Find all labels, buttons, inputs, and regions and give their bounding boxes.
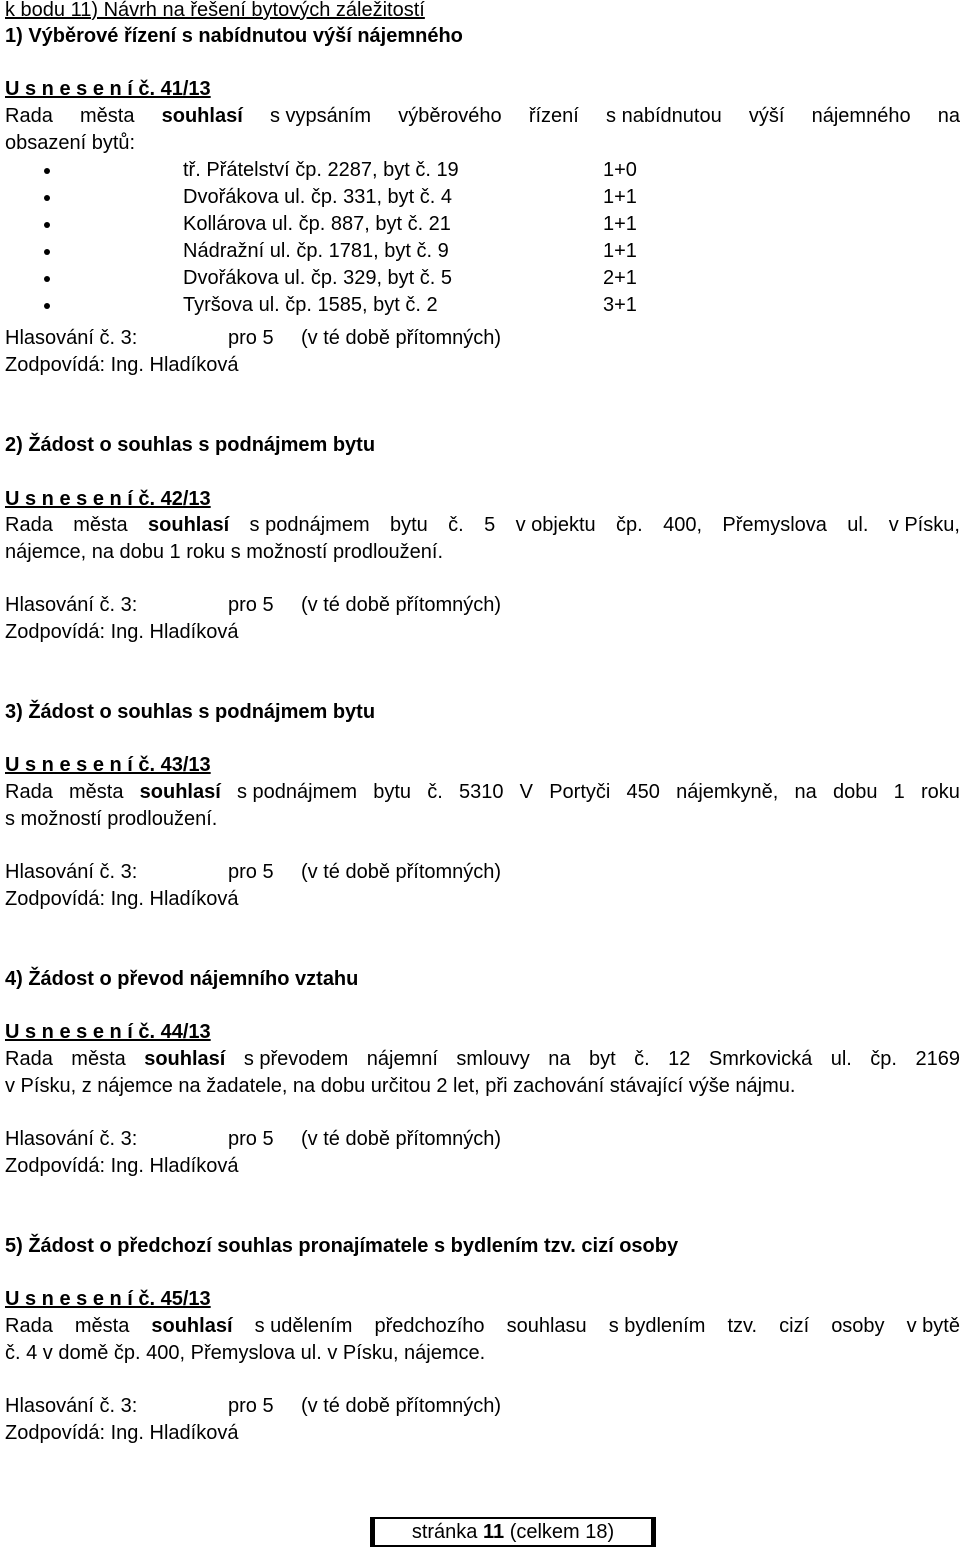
page-number-box	[370, 1517, 656, 1547]
word: s nabídnutou	[606, 105, 722, 127]
word: 1	[893, 781, 905, 803]
resolution-text-line: č. 4 v domě čp. 400, Přemyslova ul. v Písku, nájemce.	[5, 1342, 486, 1364]
word: Rada	[5, 514, 53, 536]
word: Smrkovická	[708, 1048, 813, 1070]
word: města	[79, 105, 135, 127]
bullet-icon	[44, 303, 50, 309]
word: s převodem	[243, 1048, 349, 1070]
vote-line	[5, 859, 501, 885]
apartment-size: 1+1	[603, 240, 637, 262]
vote-line	[5, 592, 501, 618]
page-number: 11	[482, 1521, 505, 1543]
vote-line	[5, 1126, 501, 1152]
apartment-address: Tyršova ul. čp. 1585, byt č. 2	[183, 294, 438, 316]
resolution-text-line: obsazení bytů:	[5, 132, 136, 154]
resolution-text-line: nájemce, na dobu 1 roku s možností prodloužení.	[5, 541, 444, 563]
vote-note: (v té době přítomných)	[301, 327, 502, 349]
vote-line	[5, 1393, 501, 1419]
subsection-title: 2) Žádost o souhlas s podnájmem bytu	[5, 434, 376, 456]
word: na	[794, 781, 817, 803]
word: řízení	[528, 105, 579, 127]
word: Rada	[5, 1048, 53, 1070]
word: 400,	[663, 514, 703, 536]
responsible-line: Zodpovídá: Ing. Hladíková	[5, 621, 239, 643]
word: v objektu	[515, 514, 596, 536]
word: byt	[588, 1048, 616, 1070]
apartment-size: 1+1	[603, 186, 637, 208]
resolution-label: U s n e s e n í č. 41/13	[5, 78, 211, 100]
vote-label: Hlasování č. 3:	[5, 861, 138, 883]
subsection-title: 1) Výběrové řízení s nabídnutou výší nájemného	[5, 25, 463, 47]
vote-label: Hlasování č. 3:	[5, 327, 138, 349]
word: 450	[626, 781, 660, 803]
word: města	[71, 1048, 126, 1070]
vote-note: (v té době přítomných)	[301, 1128, 502, 1150]
word: ul.	[847, 514, 869, 536]
vote-line	[5, 325, 501, 351]
resolution-text-line: s možností prodloužení.	[5, 808, 218, 830]
word: Portyči	[549, 781, 611, 803]
subsection-title: 5) Žádost o předchozí souhlas pronajímatele s bydlením tzv. cizí osoby	[5, 1235, 679, 1257]
vote-count: pro 5	[228, 1128, 274, 1150]
resolution-text-line	[5, 1313, 960, 1339]
word: osoby	[831, 1315, 885, 1337]
word: smlouvy	[456, 1048, 530, 1070]
word: souhlasu	[506, 1315, 587, 1337]
word: výší	[748, 105, 785, 127]
word: nájemného	[811, 105, 911, 127]
subsection-title: 3) Žádost o souhlas s podnájmem bytu	[5, 701, 376, 723]
word: čp.	[870, 1048, 897, 1070]
word: předchozího	[374, 1315, 485, 1337]
word: nájemkyně,	[676, 781, 779, 803]
word: 2169	[915, 1048, 960, 1070]
word-bold: souhlasí	[151, 1315, 233, 1337]
word: bytu	[373, 781, 412, 803]
word: Rada	[5, 1315, 53, 1337]
word: s udělením	[254, 1315, 353, 1337]
word: výběrového	[398, 105, 502, 127]
word: 12	[668, 1048, 691, 1070]
vote-note: (v té době přítomných)	[301, 1395, 502, 1417]
apartment-address: Dvořákova ul. čp. 329, byt č. 5	[183, 267, 453, 289]
vote-count: pro 5	[228, 1395, 274, 1417]
vote-count: pro 5	[228, 594, 274, 616]
word: nájemní	[366, 1048, 438, 1070]
word: s podnájmem	[249, 514, 370, 536]
resolution-label: U s n e s e n í č. 42/13	[5, 488, 211, 510]
page-label: stránka	[411, 1521, 483, 1543]
word: bytu	[389, 514, 428, 536]
bullet-icon	[44, 222, 50, 228]
vote-count: pro 5	[228, 327, 274, 349]
word: na	[548, 1048, 571, 1070]
word: ul.	[830, 1048, 852, 1070]
bullet-icon	[44, 195, 50, 201]
word: v Písku,	[888, 514, 960, 536]
resolution-label: U s n e s e n í č. 45/13	[5, 1288, 211, 1310]
word: Rada	[5, 781, 53, 803]
word: s podnájmem	[236, 781, 358, 803]
word-bold: souhlasí	[161, 105, 243, 127]
resolution-label: U s n e s e n í č. 43/13	[5, 754, 211, 776]
word-bold: souhlasí	[144, 1048, 226, 1070]
vote-label: Hlasování č. 3:	[5, 594, 138, 616]
word: města	[73, 514, 128, 536]
vote-note: (v té době přítomných)	[301, 861, 502, 883]
responsible-line: Zodpovídá: Ing. Hladíková	[5, 1155, 239, 1177]
apartment-address: Kollárova ul. čp. 887, byt č. 21	[183, 213, 451, 235]
vote-label: Hlasování č. 3:	[5, 1395, 138, 1417]
apartment-address: tř. Přátelství čp. 2287, byt č. 19	[183, 159, 459, 181]
bullet-icon	[44, 168, 50, 174]
responsible-line: Zodpovídá: Ing. Hladíková	[5, 354, 239, 376]
word: č.	[634, 1048, 650, 1070]
resolution-text-line	[5, 103, 960, 129]
vote-note: (v té době přítomných)	[301, 594, 502, 616]
word: s vypsáním	[269, 105, 372, 127]
resolution-text-line	[5, 1046, 960, 1072]
vote-label: Hlasování č. 3:	[5, 1128, 138, 1150]
word: roku	[920, 781, 960, 803]
responsible-line: Zodpovídá: Ing. Hladíková	[5, 888, 239, 910]
word: cizí	[779, 1315, 810, 1337]
word: s bydlením	[608, 1315, 706, 1337]
word: V	[519, 781, 534, 803]
word: č.	[427, 781, 443, 803]
subsection-title: 4) Žádost o převod nájemního vztahu	[5, 968, 359, 990]
apartment-address: Nádražní ul. čp. 1781, byt č. 9	[183, 240, 449, 262]
apartment-size: 2+1	[603, 267, 637, 289]
bullet-icon	[44, 249, 50, 255]
page-total: (celkem 18)	[504, 1521, 615, 1543]
word: 5	[484, 514, 496, 536]
resolution-text-line	[5, 512, 960, 538]
word: č.	[448, 514, 464, 536]
vote-count: pro 5	[228, 861, 274, 883]
word-bold: souhlasí	[148, 514, 230, 536]
word: čp.	[616, 514, 643, 536]
word: 5310	[458, 781, 504, 803]
word-bold: souhlasí	[139, 781, 221, 803]
resolution-text-line: v Písku, z nájemce na žadatele, na dobu určitou 2 let, při zachování stávající výše nájmu.	[5, 1075, 796, 1097]
apartment-size: 1+1	[603, 213, 637, 235]
responsible-line: Zodpovídá: Ing. Hladíková	[5, 1422, 239, 1444]
word: dobu	[832, 781, 878, 803]
apartment-address: Dvořákova ul. čp. 331, byt č. 4	[183, 186, 453, 208]
section-heading: k bodu 11) Návrh na řešení bytových záležitostí	[5, 0, 425, 21]
apartment-size: 1+0	[603, 159, 637, 181]
resolution-label: U s n e s e n í č. 44/13	[5, 1021, 211, 1043]
resolution-text-line	[5, 779, 960, 805]
word: v bytě	[906, 1315, 960, 1337]
apartment-size: 3+1	[603, 294, 637, 316]
word: Přemyslova	[722, 514, 827, 536]
word: na	[937, 105, 960, 127]
bullet-icon	[44, 276, 50, 282]
word: tzv.	[727, 1315, 758, 1337]
word: města	[69, 781, 124, 803]
word: Rada	[5, 105, 53, 127]
word: města	[74, 1315, 130, 1337]
